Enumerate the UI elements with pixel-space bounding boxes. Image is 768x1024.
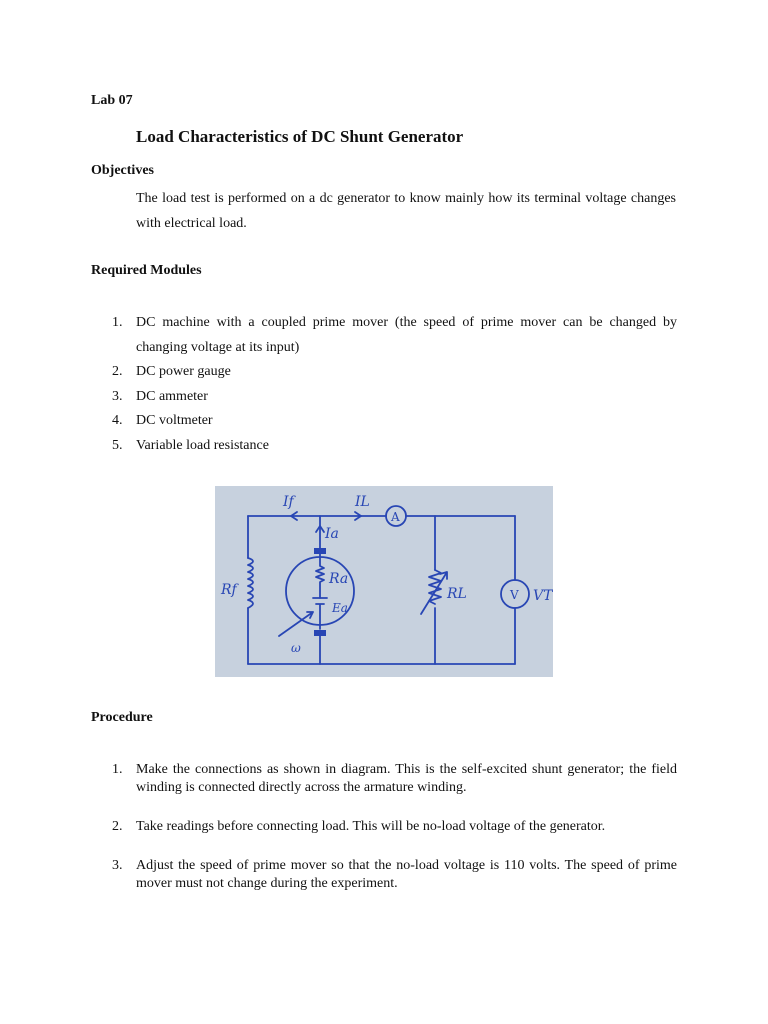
list-text: DC ammeter — [136, 388, 208, 404]
label-armature-current: Ia — [325, 526, 339, 542]
list-item — [106, 360, 677, 385]
brush-bottom — [314, 630, 326, 636]
list-text: DC power gauge — [136, 364, 231, 379]
label-load-resistance: RL — [447, 586, 467, 602]
list-item — [106, 761, 677, 797]
diagram-paper — [215, 486, 553, 677]
objectives-text: The load test is performed on a dc generator to know mainly how its terminal voltage changes with electrical load. — [136, 191, 676, 231]
list-text: Take readings before connecting load. This will be no-load voltage of the generator. — [136, 819, 606, 834]
list-number: 3. — [112, 858, 123, 873]
brush-top — [314, 548, 326, 554]
objectives-heading: Objectives — [91, 163, 154, 178]
list-text: Variable load resistance — [136, 437, 269, 453]
list-number: 1. — [112, 762, 123, 777]
circuit-diagram — [215, 486, 553, 677]
label-armature-resistance: Ra — [329, 571, 349, 587]
list-number: 2. — [112, 364, 123, 379]
list-item — [106, 311, 677, 360]
required-modules-list — [106, 311, 677, 458]
list-item — [106, 409, 677, 434]
procedure-list — [106, 761, 677, 914]
required-modules-heading: Required Modules — [91, 263, 202, 278]
list-item — [106, 385, 677, 410]
list-text: Adjust the speed of prime mover so that the no-load voltage is 110 volts. The speed of prime mover must not change during the experiment. — [136, 858, 677, 891]
list-number: 3. — [112, 388, 123, 404]
procedure-heading: Procedure — [91, 710, 153, 725]
list-item — [106, 434, 677, 459]
list-number: 1. — [112, 315, 123, 330]
label-speed: ω — [291, 641, 301, 655]
label-ammeter: A — [391, 510, 400, 524]
label-load-current: IL — [355, 494, 370, 510]
list-number: 2. — [112, 819, 123, 834]
label-emf: Ea — [332, 601, 348, 615]
label-terminal-voltage: VT — [533, 588, 553, 604]
list-text: DC voltmeter — [136, 413, 213, 428]
list-text: DC machine with a coupled prime mover (the speed of prime mover can be changed by changing voltage at its input) — [136, 315, 677, 355]
label-field-resistance: Rf — [221, 582, 237, 598]
list-item — [106, 857, 677, 893]
label-voltmeter: V — [510, 588, 519, 602]
list-number: 5. — [112, 437, 123, 453]
label-field-current: If — [283, 494, 294, 510]
list-text: Make the connections as shown in diagram. This is the self-excited shunt generator; the field winding is connected directly across the armature winding. — [136, 762, 677, 795]
list-item — [106, 818, 677, 836]
lab-number: Lab 07 — [91, 93, 133, 108]
document-title: Load Characteristics of DC Shunt Generator — [136, 127, 464, 146]
list-number: 4. — [112, 413, 123, 428]
